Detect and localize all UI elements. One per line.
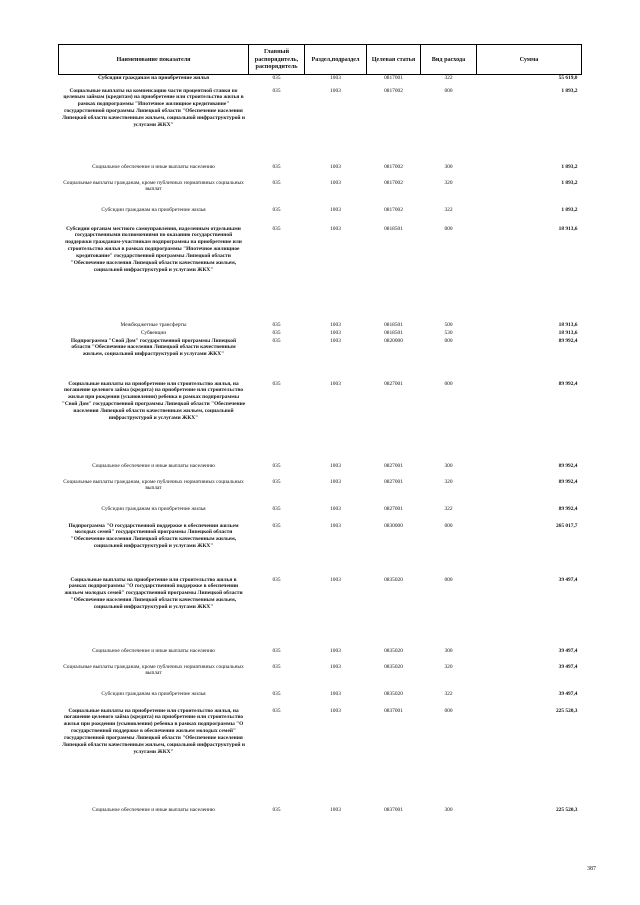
header-article: Целевая статья (367, 45, 421, 75)
table-row (59, 88, 582, 164)
row-gr: 035 (272, 87, 281, 94)
row-gr: 035 (272, 179, 281, 186)
row-expense: 530 (444, 329, 453, 336)
row-article: 0827001 (384, 462, 403, 469)
row-sum: 39 497,4 (558, 690, 578, 697)
row-name: Подпрограмма "Свой Дом" государственной программы Липецкой области "Обеспечение населения Липецкой области качественным жильем, социальной инфраструктурой и услугами ЖКХ" (70, 337, 237, 358)
row-section: 1003 (330, 87, 341, 94)
row-article: 0835020 (384, 647, 403, 654)
row-expense: 300 (444, 806, 453, 813)
row-expense: 320 (444, 663, 453, 670)
row-gr: 035 (272, 225, 281, 232)
row-section: 1003 (330, 225, 341, 232)
row-sum: 1 893,2 (561, 87, 578, 94)
row-article: 0820000 (384, 337, 403, 344)
row-name: Субвенции (140, 329, 167, 336)
table-row (59, 207, 582, 226)
row-section: 1003 (330, 163, 341, 170)
row-expense: 322 (444, 690, 453, 697)
table-row (59, 708, 582, 807)
table-body (59, 75, 582, 823)
row-expense: 300 (444, 163, 453, 170)
row-name: Социальное обеспечение и иные выплаты населению (92, 462, 215, 469)
row-gr: 035 (272, 663, 281, 670)
row-section: 1003 (330, 707, 341, 714)
row-gr: 035 (272, 329, 281, 336)
row-sum: 89 992,4 (558, 505, 578, 512)
row-gr: 035 (272, 163, 281, 170)
row-section: 1003 (330, 576, 341, 583)
row-gr: 035 (272, 647, 281, 654)
row-article: 0817002 (384, 87, 403, 94)
header-name: Наименование показателя (59, 45, 249, 75)
row-section: 1003 (330, 690, 341, 697)
row-section: 1003 (330, 329, 341, 336)
row-sum: 1 893,2 (561, 179, 578, 186)
row-section: 1003 (330, 647, 341, 654)
row-article: 0835020 (384, 663, 403, 670)
table-row (59, 506, 582, 523)
table-row (59, 381, 582, 463)
row-name: Субсидии гражданам на приобретение жилья (101, 206, 206, 213)
row-gr: 035 (272, 478, 281, 485)
header-sum: Сумма (477, 45, 582, 75)
row-expense: 320 (444, 478, 453, 485)
row-sum: 89 992,4 (558, 337, 578, 344)
row-sum: 55 619,0 (558, 75, 578, 81)
row-article: 0817002 (384, 206, 403, 213)
row-sum: 1 893,2 (561, 163, 578, 170)
table-row (59, 338, 582, 381)
row-sum: 89 992,4 (558, 478, 578, 485)
row-article: 0817001 (384, 75, 403, 81)
row-sum: 89 992,4 (558, 462, 578, 469)
row-article: 0837001 (384, 707, 403, 714)
table-row (59, 75, 582, 88)
row-gr: 035 (272, 522, 281, 529)
row-name: Субсидии гражданам на приобретение жилья (101, 690, 206, 697)
row-sum: 265 017,7 (555, 522, 578, 529)
row-expense: 322 (444, 206, 453, 213)
row-article: 0830000 (384, 522, 403, 529)
table-header (59, 45, 582, 75)
row-section: 1003 (330, 505, 341, 512)
row-gr: 035 (272, 380, 281, 387)
row-name: Субсидии органам местного самоуправления, наделенным отдельными государственными полномочиями по оказанию государственной поддержки гражданам-участникам подпрограммы на приобретение или строительство жилья в рамках подпрограммы "Ипотечное жилищное кредитование" государственной программы Липецкой области "Обеспечение населения Липецкой области качественным жильем, социальной инфраструктурой и услугами ЖКХ" (65, 225, 242, 273)
table-row (59, 180, 582, 207)
row-section: 1003 (330, 179, 341, 186)
row-sum: 1 893,2 (561, 206, 578, 213)
row-expense: 500 (444, 321, 453, 328)
row-gr: 035 (272, 321, 281, 328)
row-name: Социальное обеспечение и иные выплаты населению (92, 163, 215, 170)
row-section: 1003 (330, 321, 341, 328)
row-article: 0818501 (384, 225, 403, 232)
row-section: 1003 (330, 663, 341, 670)
row-section: 1003 (330, 75, 341, 81)
table-row (59, 330, 582, 338)
table-row (59, 523, 582, 577)
row-name: Подпрограмма "О государственной поддержке в обеспечении жильем молодых семей" государственной программы Липецкой области "Обеспечение населения Липецкой области качественным жильем, социальной инфраструктурой и услугами ЖКХ" (68, 522, 239, 550)
row-section: 1003 (330, 462, 341, 469)
row-article: 0835020 (384, 576, 403, 583)
table-row (59, 577, 582, 648)
row-gr: 035 (272, 806, 281, 813)
row-article: 0818501 (384, 321, 403, 328)
row-gr: 035 (272, 505, 281, 512)
row-expense: 000 (444, 87, 453, 94)
row-name: Социальные выплаты на приобретение или строительство жилья, на погашение целевого займа (кредита) на приобретение или строительство жилья при рождении (усыновлении) ребенка в рамках подпрограммы "Свой Дом" государственной программы Липецкой области "Обеспечение населения Липецкой области качественным жильем, социальной инфраструктурой и услугами ЖКХ" (61, 380, 246, 421)
row-article: 0827001 (384, 505, 403, 512)
row-gr: 035 (272, 206, 281, 213)
row-expense: 000 (444, 707, 453, 714)
row-name: Социальные выплаты гражданам, кроме публичных нормативных социальных выплат (63, 179, 244, 193)
row-expense: 322 (444, 75, 453, 81)
row-expense: 322 (444, 505, 453, 512)
row-expense: 000 (444, 337, 453, 344)
row-gr: 035 (272, 75, 281, 81)
header-gr: Главный распорядитель, распорядитель (249, 45, 305, 75)
table-row (59, 226, 582, 322)
row-sum: 89 992,4 (558, 380, 578, 387)
row-gr: 035 (272, 462, 281, 469)
table-row (59, 648, 582, 664)
row-name: Социальные выплаты гражданам, кроме публичных нормативных социальных выплат (63, 663, 244, 677)
row-section: 1003 (330, 806, 341, 813)
row-article: 0817002 (384, 179, 403, 186)
row-expense: 000 (444, 380, 453, 387)
row-sum: 39 497,4 (558, 576, 578, 583)
header-section: Раздел,подраздел (305, 45, 367, 75)
row-section: 1003 (330, 380, 341, 387)
row-gr: 035 (272, 690, 281, 697)
row-name: Социальные выплаты на приобретение или строительство жилья, на погашение целевого займа (кредита) на приобретение или строительство жилья при рождении (усыновлении) ребенка в рамках подпрограммы "О государственной поддержке в обеспечении жильем молодых семей" государственной программы Липецкой области "Обеспечение населения Липецкой области качественным жильем, социальной инфраструктурой и услугами ЖКХ" (62, 707, 245, 755)
row-expense: 300 (444, 462, 453, 469)
row-name: Субсидии гражданам на приобретение жилья (97, 75, 210, 81)
row-sum: 39 497,4 (558, 647, 578, 654)
row-sum: 18 913,6 (558, 329, 578, 336)
table-row (59, 322, 582, 330)
row-article: 0827001 (384, 478, 403, 485)
row-gr: 035 (272, 337, 281, 344)
table-row (59, 664, 582, 691)
table-row (59, 691, 582, 708)
row-article: 0835020 (384, 690, 403, 697)
row-article: 0818501 (384, 329, 403, 336)
row-name: Социальные выплаты на приобретение или строительство жилья в рамках подпрограммы "О государственной поддержке в обеспечении жильем молодых семей" государственной программы Липецкой области "Обеспечение населения Липецкой области качественным жильем, социальной инфраструктурой и услугами ЖКХ" (64, 576, 243, 610)
row-name: Социальные выплаты на компенсацию части процентной ставки по целевым займам (кредитам) на приобретение или строительство жилья в рамках подпрограммы "Ипотечное жилищное кредитование" государственной программы Липецкой области "Обеспечение населения Липецкой области качественным жильем, социальной инфраструктурой и услугами ЖКХ" (62, 87, 245, 128)
row-article: 0817002 (384, 163, 403, 170)
row-expense: 000 (444, 522, 453, 529)
row-expense: 300 (444, 647, 453, 654)
row-section: 1003 (330, 478, 341, 485)
row-sum: 39 497,4 (558, 663, 578, 670)
row-name: Социальное обеспечение и иные выплаты населению (92, 647, 215, 654)
row-section: 1003 (330, 522, 341, 529)
page-number: 387 (587, 866, 596, 872)
row-name: Социальные выплаты гражданам, кроме публичных нормативных социальных выплат (63, 478, 244, 492)
table-row (59, 164, 582, 180)
row-sum: 18 913,6 (558, 225, 578, 232)
row-name: Субсидии гражданам на приобретение жилья (101, 505, 206, 512)
table-row (59, 807, 582, 823)
table-row (59, 479, 582, 506)
row-article: 0837001 (384, 806, 403, 813)
row-gr: 035 (272, 576, 281, 583)
header-expense: Вид расхода (421, 45, 477, 75)
row-section: 1003 (330, 337, 341, 344)
row-name: Межбюджетные трансферты (120, 321, 187, 328)
row-sum: 225 520,3 (555, 707, 578, 714)
row-gr: 035 (272, 707, 281, 714)
table-row (59, 463, 582, 479)
row-section: 1003 (330, 206, 341, 213)
row-sum: 225 520,3 (555, 806, 578, 813)
row-article: 0827001 (384, 380, 403, 387)
row-expense: 320 (444, 179, 453, 186)
row-sum: 18 913,6 (558, 321, 578, 328)
row-expense: 000 (444, 225, 453, 232)
row-expense: 000 (444, 576, 453, 583)
budget-table (58, 44, 582, 823)
row-name: Социальное обеспечение и иные выплаты населению (92, 806, 215, 813)
